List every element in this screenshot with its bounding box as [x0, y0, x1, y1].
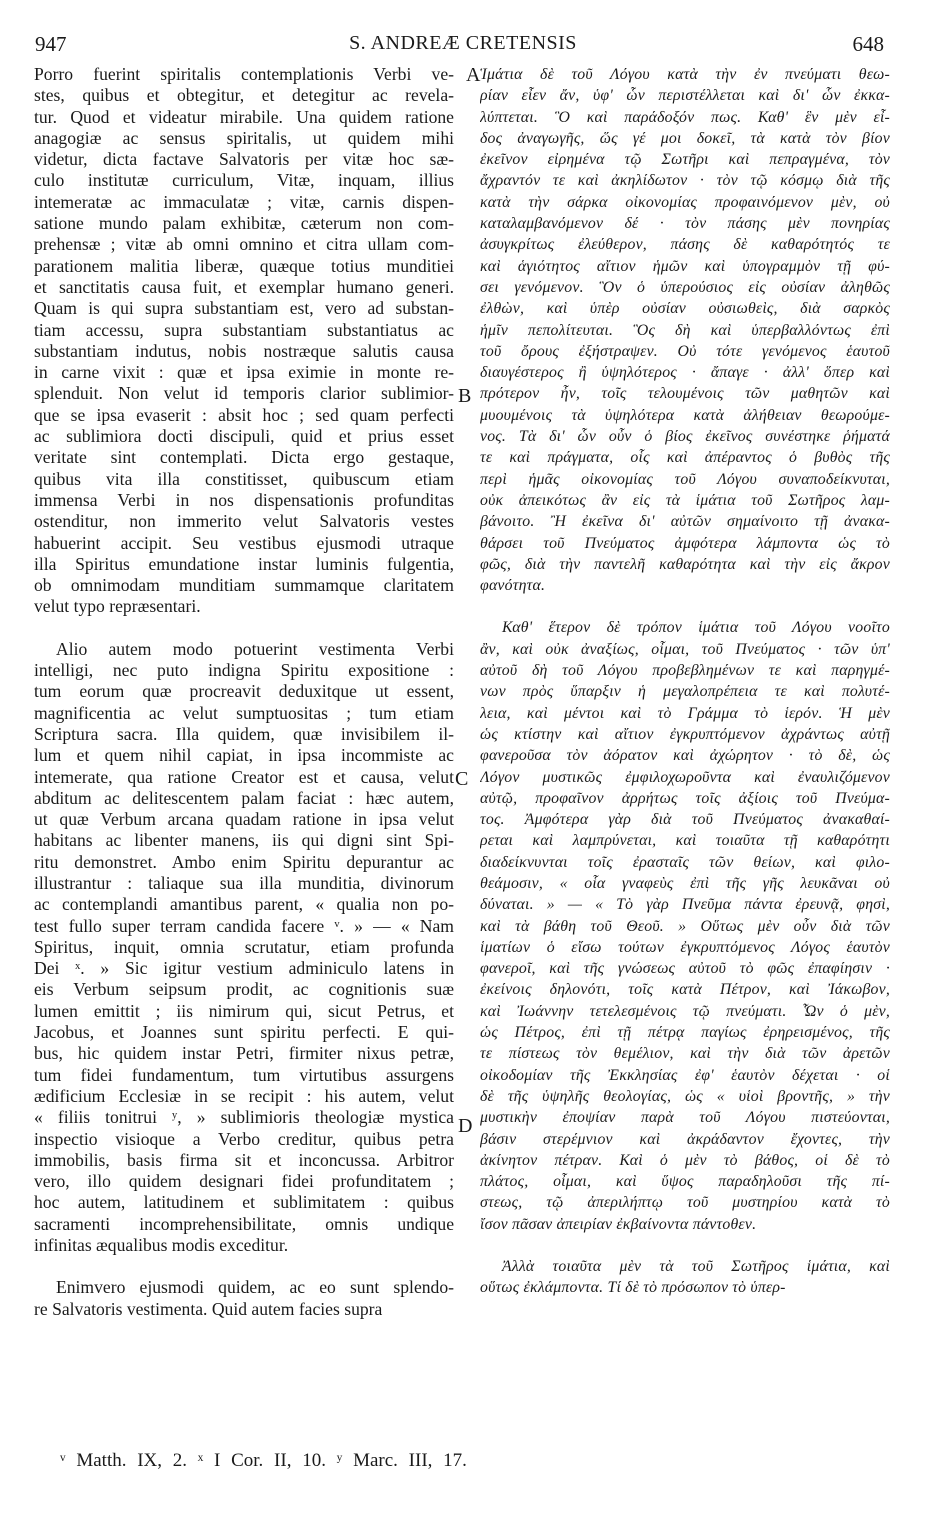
text-line: tiam accessu, supra substantiam substantiatus ac [34, 319, 454, 340]
text-line: βάνοιτο. Ἢ ἐκεῖνα δι' αὐτῶν σημαίνοιτο τῇ ἀνακα- [480, 513, 890, 531]
text-line: φανεροῖ, καὶ τῆς γνώσεως αὐτοῦ τὸ φῶς ἐπαφίησιν · [480, 960, 890, 978]
text-line: αὐτοῦ δὴ τοῦ Λόγου προβεβλημένων τε καὶ παρηγμέ- [480, 662, 890, 680]
text-line: habuerint accipit. Seu vestibus ejusmodi utraque [34, 532, 454, 553]
text-line: ob omnimodam munditiam summamque claritatem [34, 575, 454, 596]
text-line: δύναται. » — « Τὸ γὰρ Πνεῦμα πάντα ἐρευνᾷ, φησὶ, [480, 896, 890, 914]
text-line: φῶς, διὰ τὴν παντελῆ καθαρότητα καὶ τὴν εἰς ἄκρον [480, 555, 890, 573]
text-line: Ἱμάτια δὲ τοῦ Λόγου κατὰ τὴν ἐν πνεύματι θεω- [480, 66, 890, 83]
text-line: culo institutæ curriculum, Vitæ, inquam, illius [34, 170, 454, 191]
text-line: οἰκοδομίαν τῆς Ἐκκλησίας ἐφ' ἑαυτὸν δέχεται · οἱ [480, 1066, 890, 1084]
text-line: ἂν, καὶ οὐκ ἀναξίως, οἶμαι, τοῦ Πνεύματος · τῶν ὑπ' [480, 640, 890, 658]
text-line: intemeratæ ac immaculatæ ; vitæ, carnis dispen- [34, 191, 454, 212]
text-line: re Salvatoris vestimenta. Quid autem facies supra [34, 1298, 383, 1319]
text-line: immobilis, basis firma sit et inconcussa. Arbitror [34, 1149, 454, 1170]
margin-marker-c: C [455, 768, 469, 790]
text-line: immensa Verbi in nos dispensationis profunditas [34, 489, 454, 510]
text-line: in carne vixit : quæ et ipsa eximie in monte re- [34, 362, 454, 383]
text-line: φανότητα. [480, 577, 546, 595]
greek-column [480, 64, 890, 1299]
text-line: ἱματίων ὁ εἴσω τούτων ἐγκρυπτόμενος Λόγος ἑαυτὸν [480, 938, 890, 956]
text-line: καὶ ἁγιότητος αἴτιον ἡμῶν καὶ ὑπογραμμὸν τῇ φύ- [480, 257, 890, 275]
text-line: πλάτος, οἶμαι, καὶ ὕψος παραδηλοῦσι τῆς πί- [480, 1173, 890, 1191]
text-line: ac contemplandi amantibus parent, « qualia non po- [34, 894, 454, 915]
text-line: καταλαμβανόμενον δέ · τὸν πάσης μὲν πονηρίας [480, 215, 890, 233]
text-line: νος. Τὰ δι' ὧν οὖν ὁ βίος ἐκεῖνος συνέστηκε ῥήματά [480, 428, 890, 446]
text-line: ἡμῖν πεπολίτευται. Ὃς δὴ καὶ ὑπερβαλλόντως ἐπὶ [480, 321, 890, 339]
text-line: σει γενόμενον. Ὃν ὁ ὑπερούσιος εἰς οὐσίαν ἀληθῶς [480, 278, 890, 296]
text-line: ἀσυγκρίτως ἐλεύθερον, πάσης δὲ καθαρότητός τε [480, 236, 890, 254]
text-line: τε καὶ πράγματα, οἷς καὶ ἀπέραντος ὁ βυθὸς τῆς [480, 449, 890, 467]
text-line: Dei ˣ. » Sic igitur vestium adminiculo latens in [34, 958, 454, 979]
page-number-left: 947 [35, 32, 67, 56]
text-line: tur. Quod et videatur mirabile. Una quidem ratione [34, 106, 454, 127]
text-line: veritate sint contemplati. Dicta ergo gestaque, [34, 447, 454, 468]
text-line: test fullo super terram candida facere ᵛ. » — « Nam [34, 915, 454, 936]
text-line: τε πίστεως τὸν θεμέλιον, καὶ τὴν διὰ τῶν ἀρετῶν [480, 1045, 890, 1063]
text-line: δὲ τῆς ὑψηλῆς θεολογίας, ὡς « υἱοὶ βροντῆς, » τὴν [480, 1087, 890, 1105]
text-line: ὡς Πέτρος, ἐπὶ τῇ πέτρᾳ παγίως ἐρηρεισμένος, τῆς [480, 1024, 890, 1042]
text-line: Alio autem modo potuerint vestimenta Verbi [56, 638, 454, 659]
text-line: ædificium Ecclesiæ in se recipit : his autem, velut [34, 1085, 454, 1106]
text-line: stes, quibus et obtegitur, et detegitur ac revela- [34, 85, 454, 106]
page-header [0, 30, 926, 58]
text-line: tum fidei fundamentum, tum virtutibus assurgens [34, 1064, 454, 1085]
text-line: ostenditur, non immerito velut Salvatoris vestes [34, 511, 454, 532]
text-line: καὶ τὰ βάθη τοῦ Θεοῦ. » Οὕτως μὲν οὖν διὰ τῶν [480, 917, 890, 935]
text-line: μυστικὴν ἐποψίαν παρὰ τοῦ Λόγου πιστεύονται, [480, 1109, 890, 1127]
text-line: λύπτεται. Ὃ καὶ παράδοξόν πως. Καθ' ἓν μὲν εἶ- [480, 108, 890, 126]
text-line: eis Verbum seipsum prodit, ac cognitionis suæ [34, 979, 454, 1000]
text-line: ἀκίνητον πέτραν. Καὶ ὁ μὲν τὸ βάθος, οἱ δὲ τὸ [480, 1151, 890, 1169]
text-line: πρότερον ἦν, τοῖς τελουμένοις τῶν μαθητῶν καὶ [480, 385, 890, 403]
text-line: ritu demonstret. Ambo enim Spiritu depurantur ac [34, 851, 454, 872]
text-line: δος ἀναγωγῆς, ὥς γέ μοι δοκεῖ, τὰ κατὰ τὸν βίον [480, 129, 890, 147]
text-line: lumen emittit ; iis nimirum qui, sicut Petrus, et [34, 1000, 454, 1021]
text-line: ρεται καὶ λαμπρύνεται, καὶ τοιαῦτα τῇ καθαρότητι [480, 832, 890, 850]
text-line: Λόγον μυστικῶς ἐμφιλοχωροῦντα καὶ ἐναυλιζόμενον [480, 768, 890, 786]
text-line: illa Spiritus emundatione instar luminis fulgentia, [34, 553, 454, 574]
text-line: tum eorum quæ procreavit deduxitque ut essent, [34, 681, 454, 702]
text-line: abditum ac delitescentem palam faciat : hæc autem, [34, 787, 454, 808]
text-line: quibus vita illa constitisset, quibuscum etiam [34, 468, 454, 489]
text-line: velut typo repræsentari. [34, 596, 201, 617]
text-line: Scriptura sacra. Illa quidem, quæ invisibilem il- [34, 723, 454, 744]
text-line: καὶ Ἰωάννην τετελεσμένοις τῷ πνεύματι. Ὧν ὁ μὲν, [480, 1002, 890, 1020]
text-line: Porro fuerint spiritalis contemplationis Verbi ve- [34, 64, 454, 84]
text-line: magnificentia ac velut sumptuositas ; tum etiam [34, 702, 454, 723]
running-title: S. ANDREÆ CRETENSIS [349, 32, 577, 54]
latin-column [34, 64, 454, 1320]
text-line: Enimvero ejusmodi quidem, ac eo sunt splendo- [56, 1277, 454, 1298]
text-line: Καθ' ἕτερον δὲ τρόπον ἱμάτια τοῦ Λόγου νοοῖτο [502, 619, 890, 637]
text-line: substantiam indutus, nobis nostræque salutis causa [34, 340, 454, 361]
text-line: στεως, τῷ ἀπεριλήπτῳ τοῦ μυστηρίου κατὰ τὸ [480, 1194, 890, 1212]
text-line: θάρσει τοῦ Πνεύματος ἀμφότερα λάμποντα ὡς τὸ [480, 534, 890, 552]
text-line: οὐκ ἀπεικότως ἂν εἰς τὰ ἱμάτια τοῦ Σωτῆρος λαμ- [480, 491, 890, 509]
text-line: inspectio visioque a Verbo creditur, quibus petra [34, 1128, 454, 1149]
text-line: anagogiæ ac sensus spiritalis, ut quidem mihi [34, 127, 454, 148]
paragraph-gap [34, 1256, 454, 1277]
text-line: habitans ac libenter manens, iis qui digni sint Spi- [34, 830, 454, 851]
text-line: Quam is qui supra substantiam est, vero ad substan- [34, 298, 454, 319]
text-line: νων πρὸς ὕπαρξιν ἡ μεγαλοπρέπεια τε καὶ πολυτέ- [480, 683, 890, 701]
text-line: ut quæ Verbum arcana quadam ratione in ipsa velut [34, 809, 454, 830]
text-line: et sanctitatis causa fuit, et exemplar humano generi. [34, 276, 454, 297]
paragraph-gap [480, 596, 890, 617]
text-line: sacramenti incomprehensibilitate, omnis undique [34, 1213, 454, 1234]
text-line: lum et quem nihil capiat, in ipsa incommiste ac [34, 745, 454, 766]
text-line: μυουμένοις τὰ ὑψηλότερα κατὰ ἀλήθειαν θεωρούμε- [480, 406, 890, 424]
text-line: τοῦ ὄρους ἐξήστραψεν. Οὐ τότε γενόμενος ἑαυτοῦ [480, 342, 890, 360]
margin-marker-d: D [458, 1115, 473, 1137]
margin-marker-b: B [458, 385, 472, 407]
text-line: que se ipsa evaserit : absit hoc ; sed quam perfecti [34, 404, 454, 425]
text-line: « filiis tonitrui ʸ, » sublimioris theologiæ mystica [34, 1107, 454, 1128]
text-line: ἴσον πᾶσαν ἀπειρίαν ἐκβαίνοντα πάντοθεν. [480, 1215, 757, 1233]
text-line: ἄχραντόν τε καὶ ἀκηλίδωτον · τὸν τῷ κόσμῳ διὰ τῆς [480, 172, 890, 190]
text-line: hoc autem, latitudinem et sublimitatem : quibus [34, 1192, 454, 1213]
text-line: ac sublimiora docti discipuli, quid et prius esset [34, 426, 454, 447]
text-line: prehensæ ; vitæ ab omni omnino et citra ullam com- [34, 234, 454, 255]
text-line: ὡς κτίστην καὶ αἴτιον ἐγκρυπτόμενον ἀχράντως αὐτῇ [480, 725, 890, 743]
text-line: Ἀλλὰ τοιαῦτα μὲν τὰ τοῦ Σωτῆρος ἱμάτια, καὶ [502, 1258, 890, 1276]
text-line: λεια, καὶ μέντοι καὶ τὸ Γράμμα τὸ ἱερόν. Ἡ μὲν [480, 704, 890, 722]
text-line: Jacobus, et Joannes sunt spiritu perfecti. E qui- [34, 1022, 454, 1043]
text-line: θεάμοσιν, « οἷα γναφεὺς ἐπὶ τῆς γῆς λευκᾶναι οὐ [480, 874, 890, 892]
text-line: bus, hic quidem instar Petri, firmiter nixus petræ, [34, 1043, 454, 1064]
text-line: φανεροῦσα τὸν ἀόρατον καὶ ἀχώρητον · τὸ δὲ, ὡς [480, 747, 890, 765]
text-line: vero, illo quidem designari fidei profunditatem ; [34, 1171, 454, 1192]
text-line: οὕτως ἐκλάμποντα. Τί δὲ τὸ πρόσωπον τὸ ὑπερ- [480, 1279, 786, 1297]
text-line: βάσιν στερέμνιον καὶ ἀκράδαντον ἔχοντες, τὴν [480, 1130, 890, 1148]
text-line: Spiritus, inquit, omnia scrutatur, etiam profunda [34, 936, 454, 957]
text-line: videtur, dicta factave Salvatoris per vitæ hoc sæ- [34, 149, 454, 170]
text-line: ρίαν εἶεν ἄν, ὑφ' ὧν περιστέλλεται καὶ δι' ὧν ἐκκα- [480, 87, 890, 105]
text-line: satione mundo palam exhibitæ, cæterum non com- [34, 213, 454, 234]
text-line: ἐκείνοις δηλονότι, τοῖς κατὰ Πέτρον, καὶ Ἰάκωβον, [480, 981, 890, 999]
text-line: αὐτῷ, προφαῖνον ἀρρήτως τοῖς ἀξίοις τοῦ Πνεύμα- [480, 789, 890, 807]
text-line: illustrantur : taliaque sua illa munditia, divinorum [34, 872, 454, 893]
text-line: intelligi, nec puto indigna Spiritu expositione : [34, 660, 454, 681]
text-line: τος. Ἀμφότερα γὰρ διὰ τοῦ Πνεύματος ἀνακαθαί- [480, 811, 890, 829]
text-line: διαυγέστερος ἢ ὑψηλότερος · ἄπαγε · ἀλλ' ὅπερ καὶ [480, 364, 890, 382]
text-line: ἐκεῖνον εἰρημένα τῷ Σωτῆρι καὶ πεπραγμένα, τὸν [480, 151, 890, 169]
text-line: περὶ ἡμᾶς οἰκονομίας τοῦ Λόγου συναποδείκνυται, [480, 470, 890, 488]
page-number-right: 648 [852, 32, 884, 56]
margin-marker-a: A [466, 64, 481, 86]
text-line: ἐλθὼν, καὶ ὑπὲρ οὐσίαν οὐσιωθεὶς, διὰ σαρκὸς [480, 300, 890, 318]
text-line: κατὰ τὴν σάρκα οἰκονομίας προφαινόμενον μὲν, οὐ [480, 193, 890, 211]
text-line: splenduit. Non velut id temporis clarior sublimior- [34, 383, 454, 404]
text-line: parationem malitia liberæ, quæque totius munditiei [34, 255, 454, 276]
footnotes: ᵛ Matth. IX, 2. ˣ I Cor. II, 10. ʸ Marc. III, 17. [60, 1450, 467, 1471]
text-line: infinitas æqualibus modis exceditur. [34, 1235, 289, 1256]
text-line: διαδείκνυνται τοῖς ἐρασταῖς τῶν θείων, καὶ φιλο- [480, 853, 890, 871]
paragraph-gap [34, 618, 454, 639]
text-line: intemerate, qua ratione Creator est et causa, velut [34, 766, 454, 787]
paragraph-gap [480, 1235, 890, 1256]
